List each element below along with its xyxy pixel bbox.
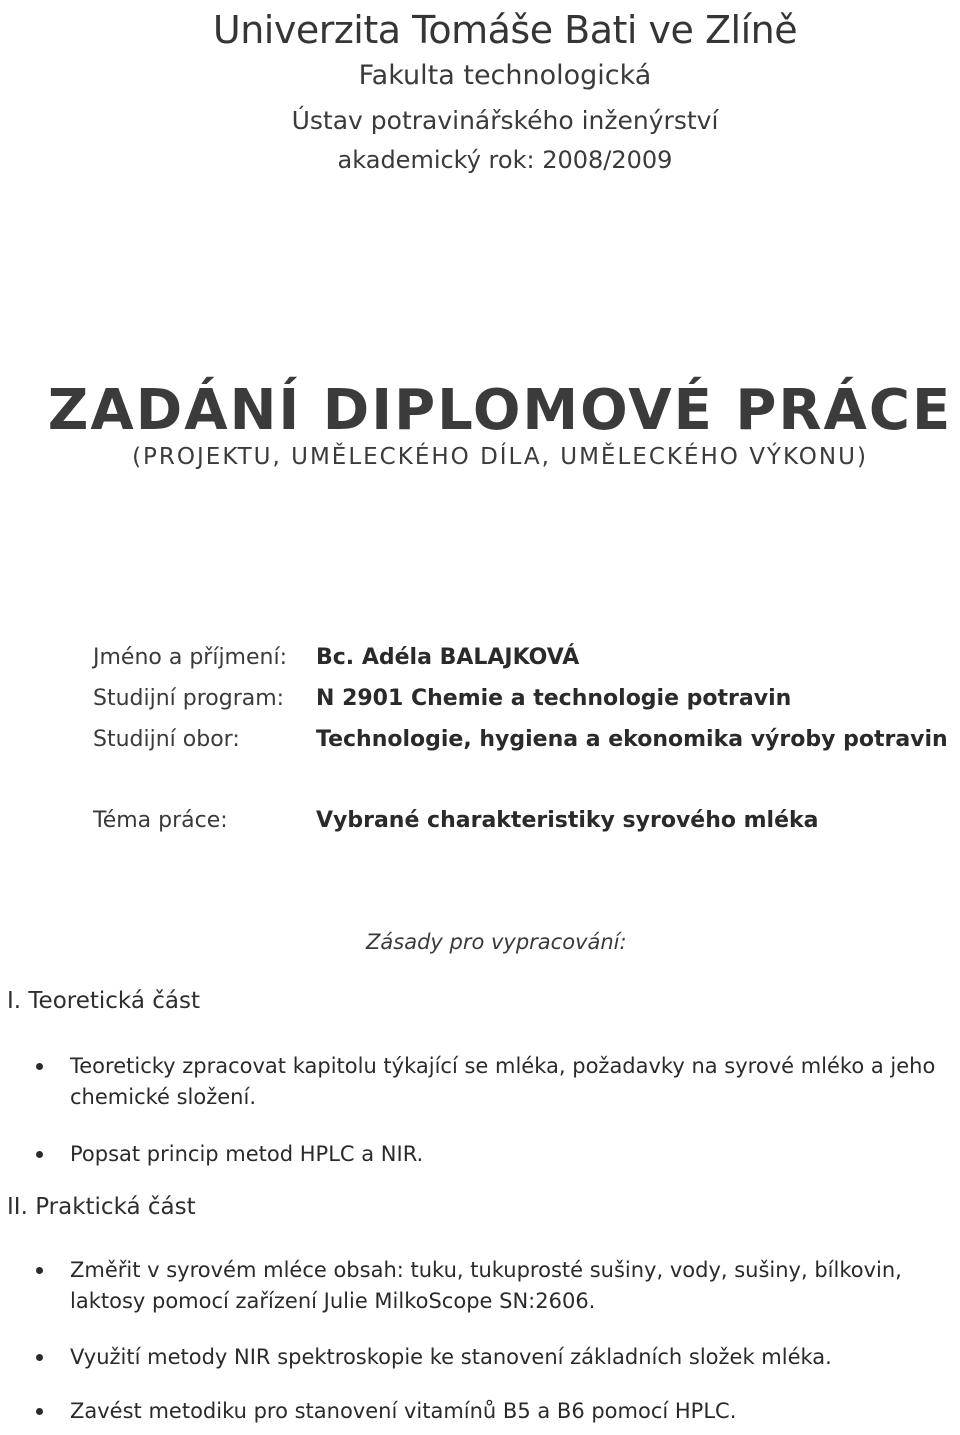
list-item [36, 1051, 951, 1113]
practical-section-heading: II. Praktická část [7, 1194, 196, 1220]
academic-year: akademický rok: 2008/2009 [337, 146, 673, 174]
theory-section-heading: I. Teoretická část [7, 988, 200, 1014]
list-item-text: Využití metody NIR spektroskopie ke stanovení základních složek mléka. [70, 1345, 832, 1369]
institute-name: Ústav potravinářského inženýrství [291, 106, 719, 135]
list-item-text: Teoreticky zpracovat kapitolu týkající se mléka, požadavky na syrové mléko a jeho chemické složení. [70, 1054, 936, 1109]
document-subtitle: (PROJEKTU, UMĚLECKÉHO DÍLA, UMĚLECKÉHO VÝKONU) [132, 444, 868, 470]
list-item-text: Popsat princip metod HPLC a NIR. [70, 1142, 424, 1166]
list-item [36, 1139, 951, 1170]
list-item-text: Zavést metodiku pro stanovení vitamínů B5 a B6 pomocí HPLC. [70, 1399, 737, 1423]
list-item-text: Změřit v syrovém mléce obsah: tuku, tukuprosté sušiny, vody, sušiny, bílkovin, laktosy pomocí zařízení Julie MilkoScope SN:2606. [70, 1258, 902, 1313]
document-title: ZADÁNÍ DIPLOMOVÉ PRÁCE [47, 378, 953, 443]
list-item [36, 1342, 951, 1373]
topic-value: Vybrané charakteristiky syrového mléka [316, 808, 819, 833]
field-label: Studijní obor: [93, 727, 240, 752]
faculty-name: Fakulta technologická [358, 60, 652, 91]
bullet-icon [36, 1408, 43, 1415]
bullet-icon [36, 1354, 43, 1361]
name-value: Bc. Adéla BALAJKOVÁ [316, 645, 580, 670]
program-value: N 2901 Chemie a technologie potravin [316, 686, 792, 711]
program-label: Studijní program: [93, 686, 285, 711]
field-value: Technologie, hygiena a ekonomika výroby potravin [316, 727, 948, 752]
bullet-icon [36, 1267, 43, 1274]
principles-heading: Zásady pro vypracování: [366, 930, 627, 954]
university-name: Univerzita Tomáše Bati ve Zlíně [212, 8, 798, 52]
list-item [36, 1255, 951, 1317]
topic-label: Téma práce: [93, 808, 228, 833]
list-item [36, 1396, 951, 1427]
bullet-icon [36, 1151, 43, 1158]
bullet-icon [36, 1063, 43, 1070]
name-label: Jméno a příjmení: [93, 645, 287, 670]
